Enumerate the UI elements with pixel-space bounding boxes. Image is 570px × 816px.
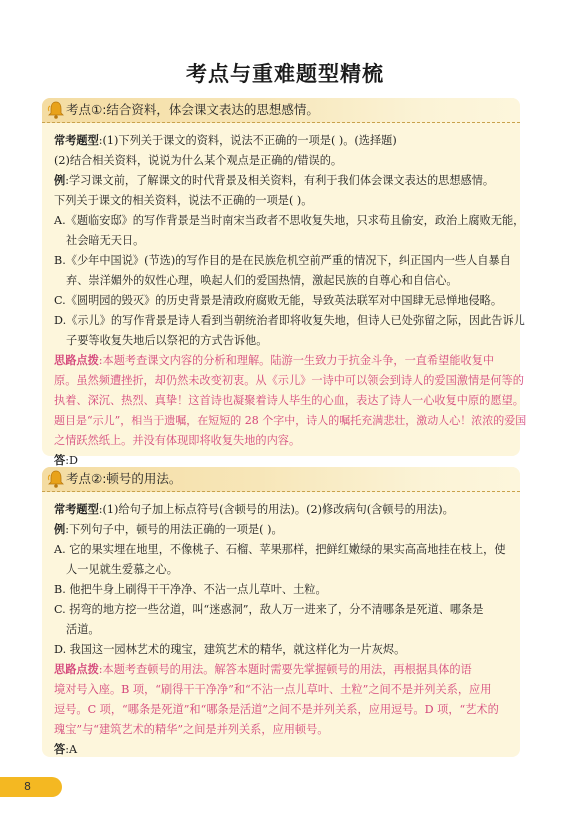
option-a-line2: 人一见就生爱慕之心。 — [66, 563, 178, 576]
type-label: 常考题型 — [54, 503, 99, 516]
analysis-line: :本题考查课文内容的分析和理解。陆游一生致力于抗金斗争，一直希望能收复中 — [98, 354, 495, 367]
analysis-label: 思路点拨 — [54, 354, 99, 367]
option-d-line2: 子要等收复失地后以祭祀的方式告诉他。 — [66, 334, 268, 347]
type-text-2: (2)结合相关资料，说说为什么某个观点是正确的/错误的。 — [54, 154, 343, 167]
analysis-line: 境对号入座。B 项，“刷得干干净净”和“不沾一点儿草叶、土粒”之间不是并列关系，应用 — [54, 683, 492, 696]
page-number: 8 — [0, 777, 62, 797]
section-body — [42, 123, 527, 481]
option-b-line1: B.《少年中国说》(节选)的写作目的是在民族危机空前严重的情况下，纠正国内一些人自暴自 — [54, 254, 511, 267]
example-label: 例 — [54, 523, 66, 536]
answer-label: 答 — [54, 454, 66, 467]
option-c: C.《圆明园的毁灭》的历史背景是清政府腐败无能，导致英法联军对中国肆无忌惮地侵略。 — [54, 294, 503, 307]
option-d-line1: D.《示儿》的写作背景是诗人看到当朝统治者即将收复失地，但诗人已处弥留之际，因此告诉儿 — [54, 314, 525, 327]
example-text: :下列句子中，顿号的用法正确的一项是( )。 — [65, 523, 283, 536]
page-title: 考点与重难题型精梳 — [186, 62, 384, 86]
option-c-line2: 活道。 — [66, 623, 100, 636]
example-text: :学习课文前，了解课文的时代背景及相关资料，有利于我们体会课文表达的思想感情。 — [65, 174, 495, 187]
option-b-line2: 弃、崇洋媚外的奴性心理，唤起人们的爱国热情，激起民族的自尊心和自信心。 — [66, 274, 458, 287]
example-label: 例 — [54, 174, 66, 187]
analysis-line: 逗号。C 项，“哪条是死道”和“哪条是活道”之间不是并列关系，应用逗号。D 项，“艺术的 — [54, 703, 499, 716]
option-b: B. 他把牛身上刷得干干净净、不沾一点儿草叶、土粒。 — [54, 583, 327, 596]
option-a-line1: A.《题临安邸》的写作背景是当时南宋当政者不思收复失地，只求苟且偷安，政治上腐败无能， — [54, 214, 525, 227]
answer-text: :A — [65, 743, 78, 756]
answer-label: 答 — [54, 743, 66, 756]
type-label: 常考题型 — [54, 134, 99, 147]
type-text: :(1)给句子加上标点符号(含顿号的用法)。(2)修改病句(含顿号的用法)。 — [98, 503, 454, 516]
analysis-label: 思路点拨 — [54, 663, 99, 676]
analysis-line: 执着、深沉、热烈、真挚！这首诗也凝聚着诗人毕生的心血，表达了诗人一心收复中原的愿望。 — [54, 394, 524, 407]
analysis-line: 之情跃然纸上。并没有体现即将收复失地的内容。 — [54, 434, 301, 447]
option-c-line1: C. 拐弯的地方挖一些岔道，叫“迷惑洞”，敌人万一进来了，分不清哪条是死道、哪条是 — [54, 603, 484, 616]
section-kaodian-2 — [42, 467, 520, 757]
type-text: :(1)下列关于课文的资料，说法不正确的一项是( )。(选择题) — [98, 134, 397, 147]
section-header-text: 考点②:顿号的用法。 — [66, 471, 182, 486]
section-kaodian-1 — [42, 98, 527, 467]
analysis-line: 原。虽然频遭挫折，却仍然未改变初衷。从《示儿》一诗中可以领会到诗人的爱国激情是何等的 — [54, 374, 524, 387]
analysis-line: 瑰宝”与“建筑艺术的精华”之间是并列关系，应用顿号。 — [54, 723, 329, 736]
section-header — [42, 98, 520, 123]
section-header — [42, 467, 520, 492]
analysis-line: :本题考查顿号的用法。解答本题时需要先掌握顿号的用法，再根据具体的语 — [98, 663, 472, 676]
option-a-line1: A. 它的果实埋在地里，不像桃子、石榴、苹果那样，把鲜红嫩绿的果实高高地挂在枝上，使 — [54, 543, 506, 556]
option-d: D. 我国这一园林艺术的瑰宝，建筑艺术的精华，就这样化为一片灰烬。 — [54, 643, 406, 656]
bell-icon — [47, 469, 65, 489]
example-text-2: 下列关于课文的相关资料，说法不正确的一项是( )。 — [54, 194, 313, 207]
section-body — [42, 492, 520, 770]
section-header-text: 考点①:结合资料，体会课文表达的思想感情。 — [66, 102, 319, 117]
analysis-line: 题目是“示儿”，相当于遗嘱，在短短的 28 个字中，诗人的嘱托充满悲壮，激动人心！浓浓的爱国 — [54, 414, 527, 427]
bell-icon — [47, 100, 65, 120]
option-a-line2: 社会暗无天日。 — [66, 234, 145, 247]
answer-text: :D — [65, 454, 78, 467]
